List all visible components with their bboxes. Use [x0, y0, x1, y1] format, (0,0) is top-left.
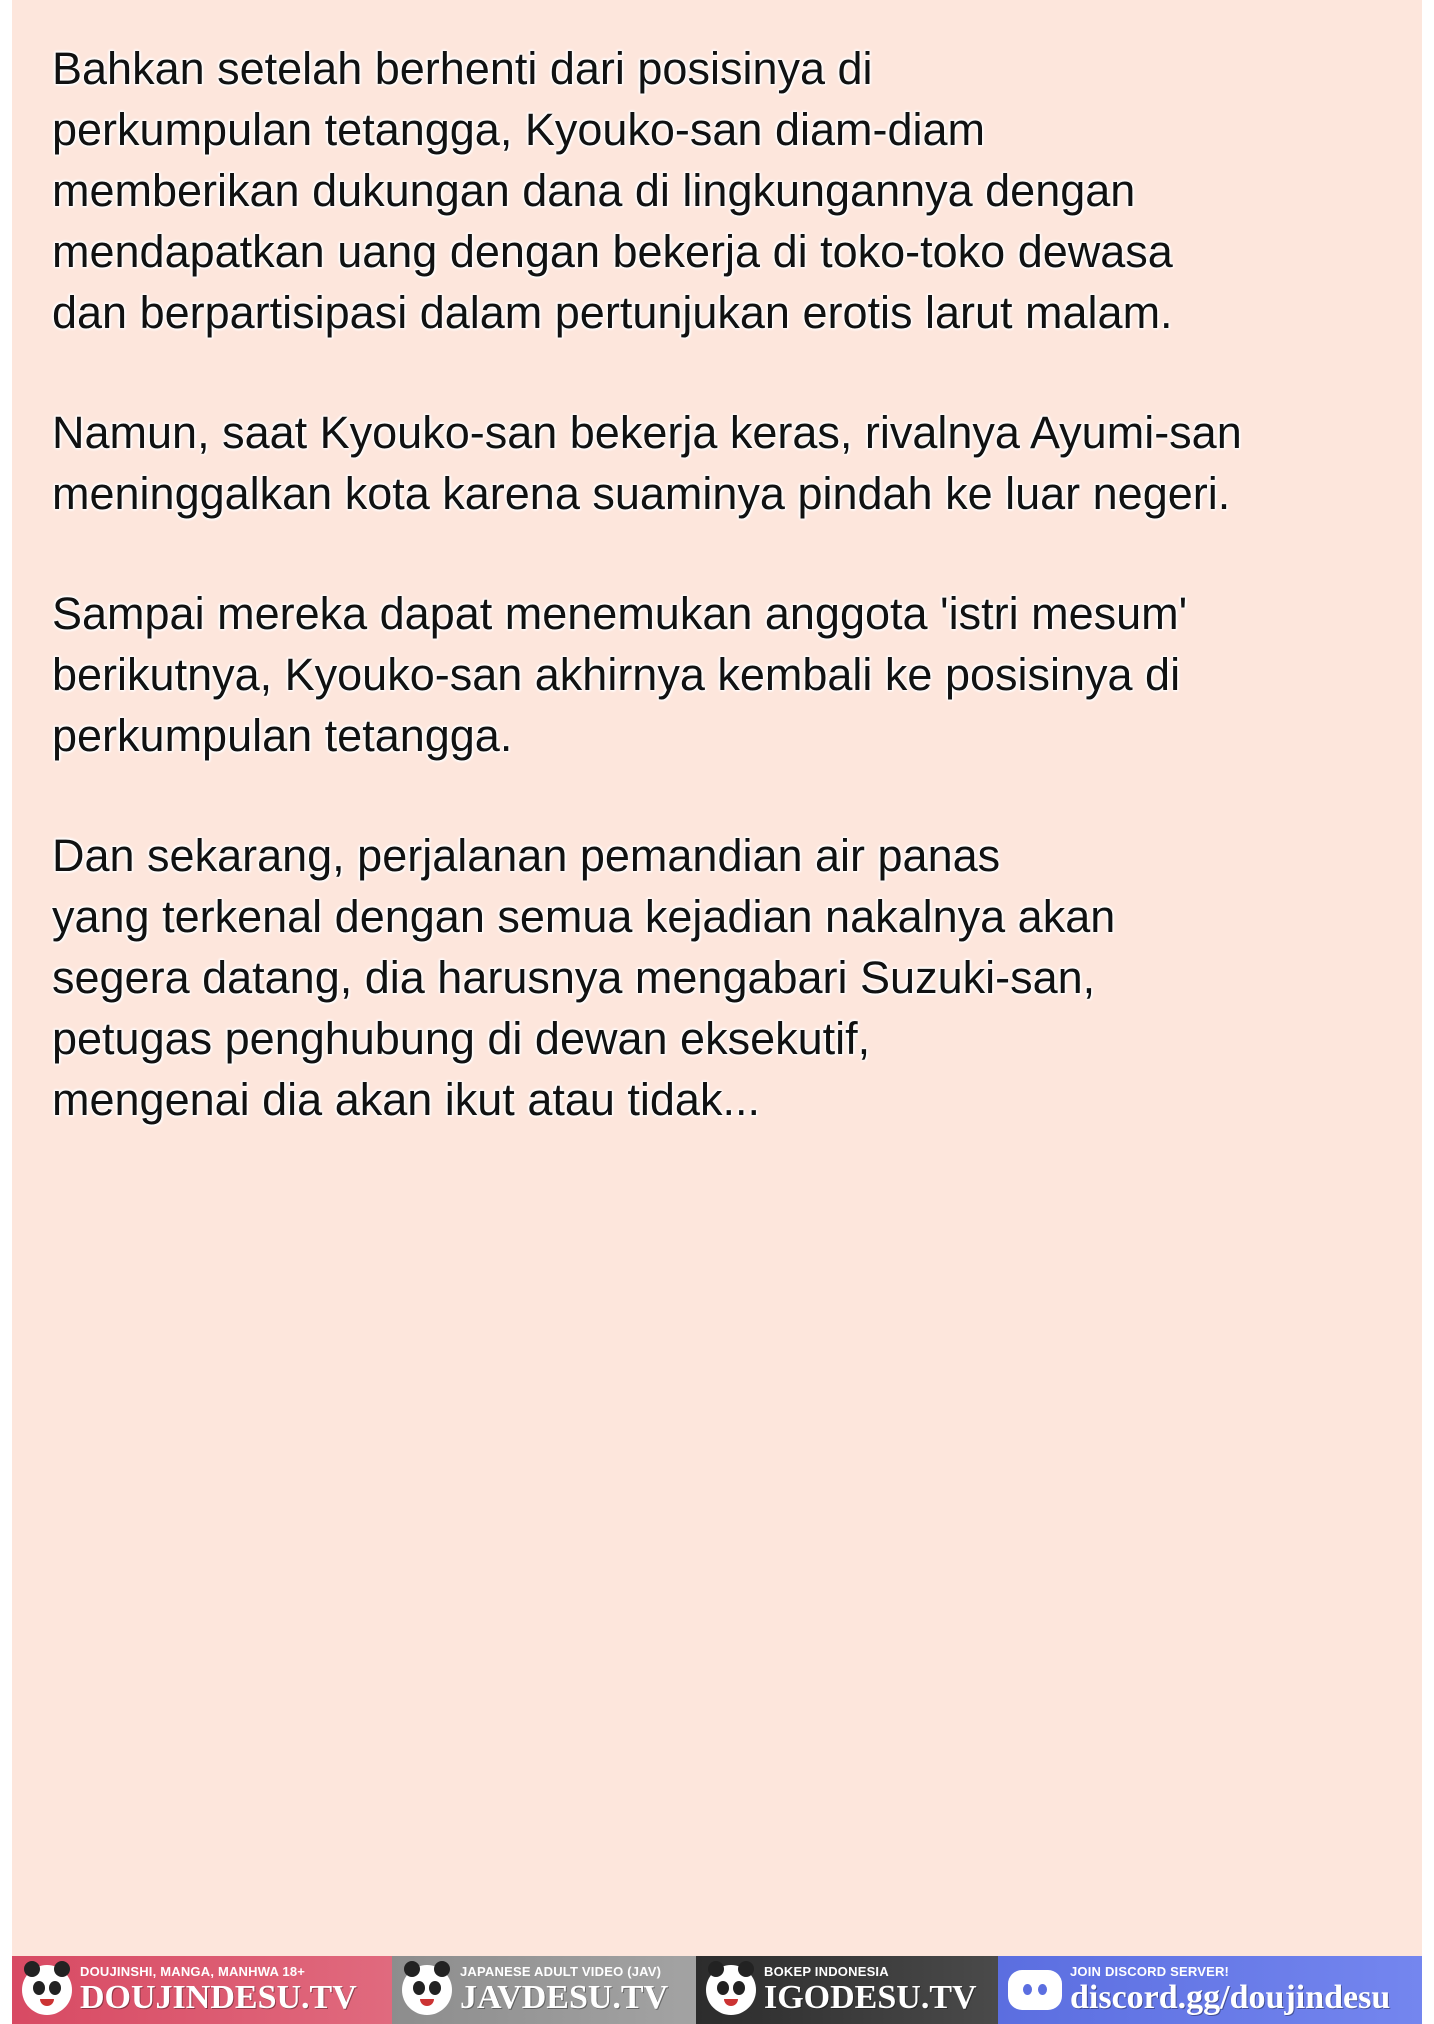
banner-tagline: DOUJINSHI, MANGA, MANHWA 18+	[80, 1964, 306, 1979]
paragraph	[52, 825, 1412, 1130]
text-line: perkumpulan tetangga.	[52, 710, 513, 761]
text-line: mendapatkan uang dengan bekerja di toko-toko dewasa	[52, 226, 1173, 277]
banner-tagline: BOKEP INDONESIA	[764, 1964, 889, 1979]
text-line: Sampai mereka dapat menemukan anggota 'istri mesum'	[52, 588, 1188, 639]
discord-invite-link[interactable]: discord.gg/doujindesu	[1070, 1979, 1391, 2016]
javdesu-banner[interactable]	[392, 1956, 696, 2024]
banner-tagline: JAPANESE ADULT VIDEO (JAV)	[460, 1964, 662, 1979]
narration-text	[52, 38, 1412, 1189]
paragraph	[52, 402, 1412, 524]
text-line: Bahkan setelah berhenti dari posisinya di	[52, 43, 873, 94]
footer-banner-bar	[12, 1956, 1422, 2024]
page-background	[12, 0, 1422, 1956]
text-line: memberikan dukungan dana di lingkungannya dengan	[52, 165, 1136, 216]
banner-tagline: JOIN DISCORD SERVER!	[1070, 1964, 1230, 1979]
paragraph	[52, 583, 1412, 766]
panda-icon	[22, 1965, 72, 2015]
text-line: petugas penghubung di dewan eksekutif,	[52, 1013, 871, 1064]
text-line: mengenai dia akan ikut atau tidak...	[52, 1074, 760, 1125]
banner-site-name[interactable]: JAVDESU.TV	[460, 1979, 669, 2016]
text-line: berikutnya, Kyouko-san akhirnya kembali ke posisinya di	[52, 649, 1181, 700]
panda-icon	[706, 1965, 756, 2015]
text-line: perkumpulan tetangga, Kyouko-san diam-diam	[52, 104, 986, 155]
text-line: yang terkenal dengan semua kejadian nakalnya akan	[52, 891, 1116, 942]
discord-banner[interactable]	[998, 1956, 1422, 2024]
text-line: Dan sekarang, perjalanan pemandian air panas	[52, 830, 1001, 881]
text-line: segera datang, dia harusnya mengabari Suzuki-san,	[52, 952, 1096, 1003]
panda-icon	[402, 1965, 452, 2015]
text-line: Namun, saat Kyouko-san bekerja keras, rivalnya Ayumi-san	[52, 407, 1242, 458]
banner-site-name[interactable]: DOUJINDESU.TV	[80, 1979, 357, 2016]
discord-icon	[1008, 1970, 1062, 2010]
text-line: meninggalkan kota karena suaminya pindah ke luar negeri.	[52, 468, 1231, 519]
doujindesu-banner[interactable]	[12, 1956, 392, 2024]
text-line: dan berpartisipasi dalam pertunjukan erotis larut malam.	[52, 287, 1173, 338]
banner-site-name[interactable]: IGODESU.TV	[764, 1979, 977, 2016]
paragraph	[52, 38, 1412, 343]
igodesu-banner[interactable]	[696, 1956, 998, 2024]
